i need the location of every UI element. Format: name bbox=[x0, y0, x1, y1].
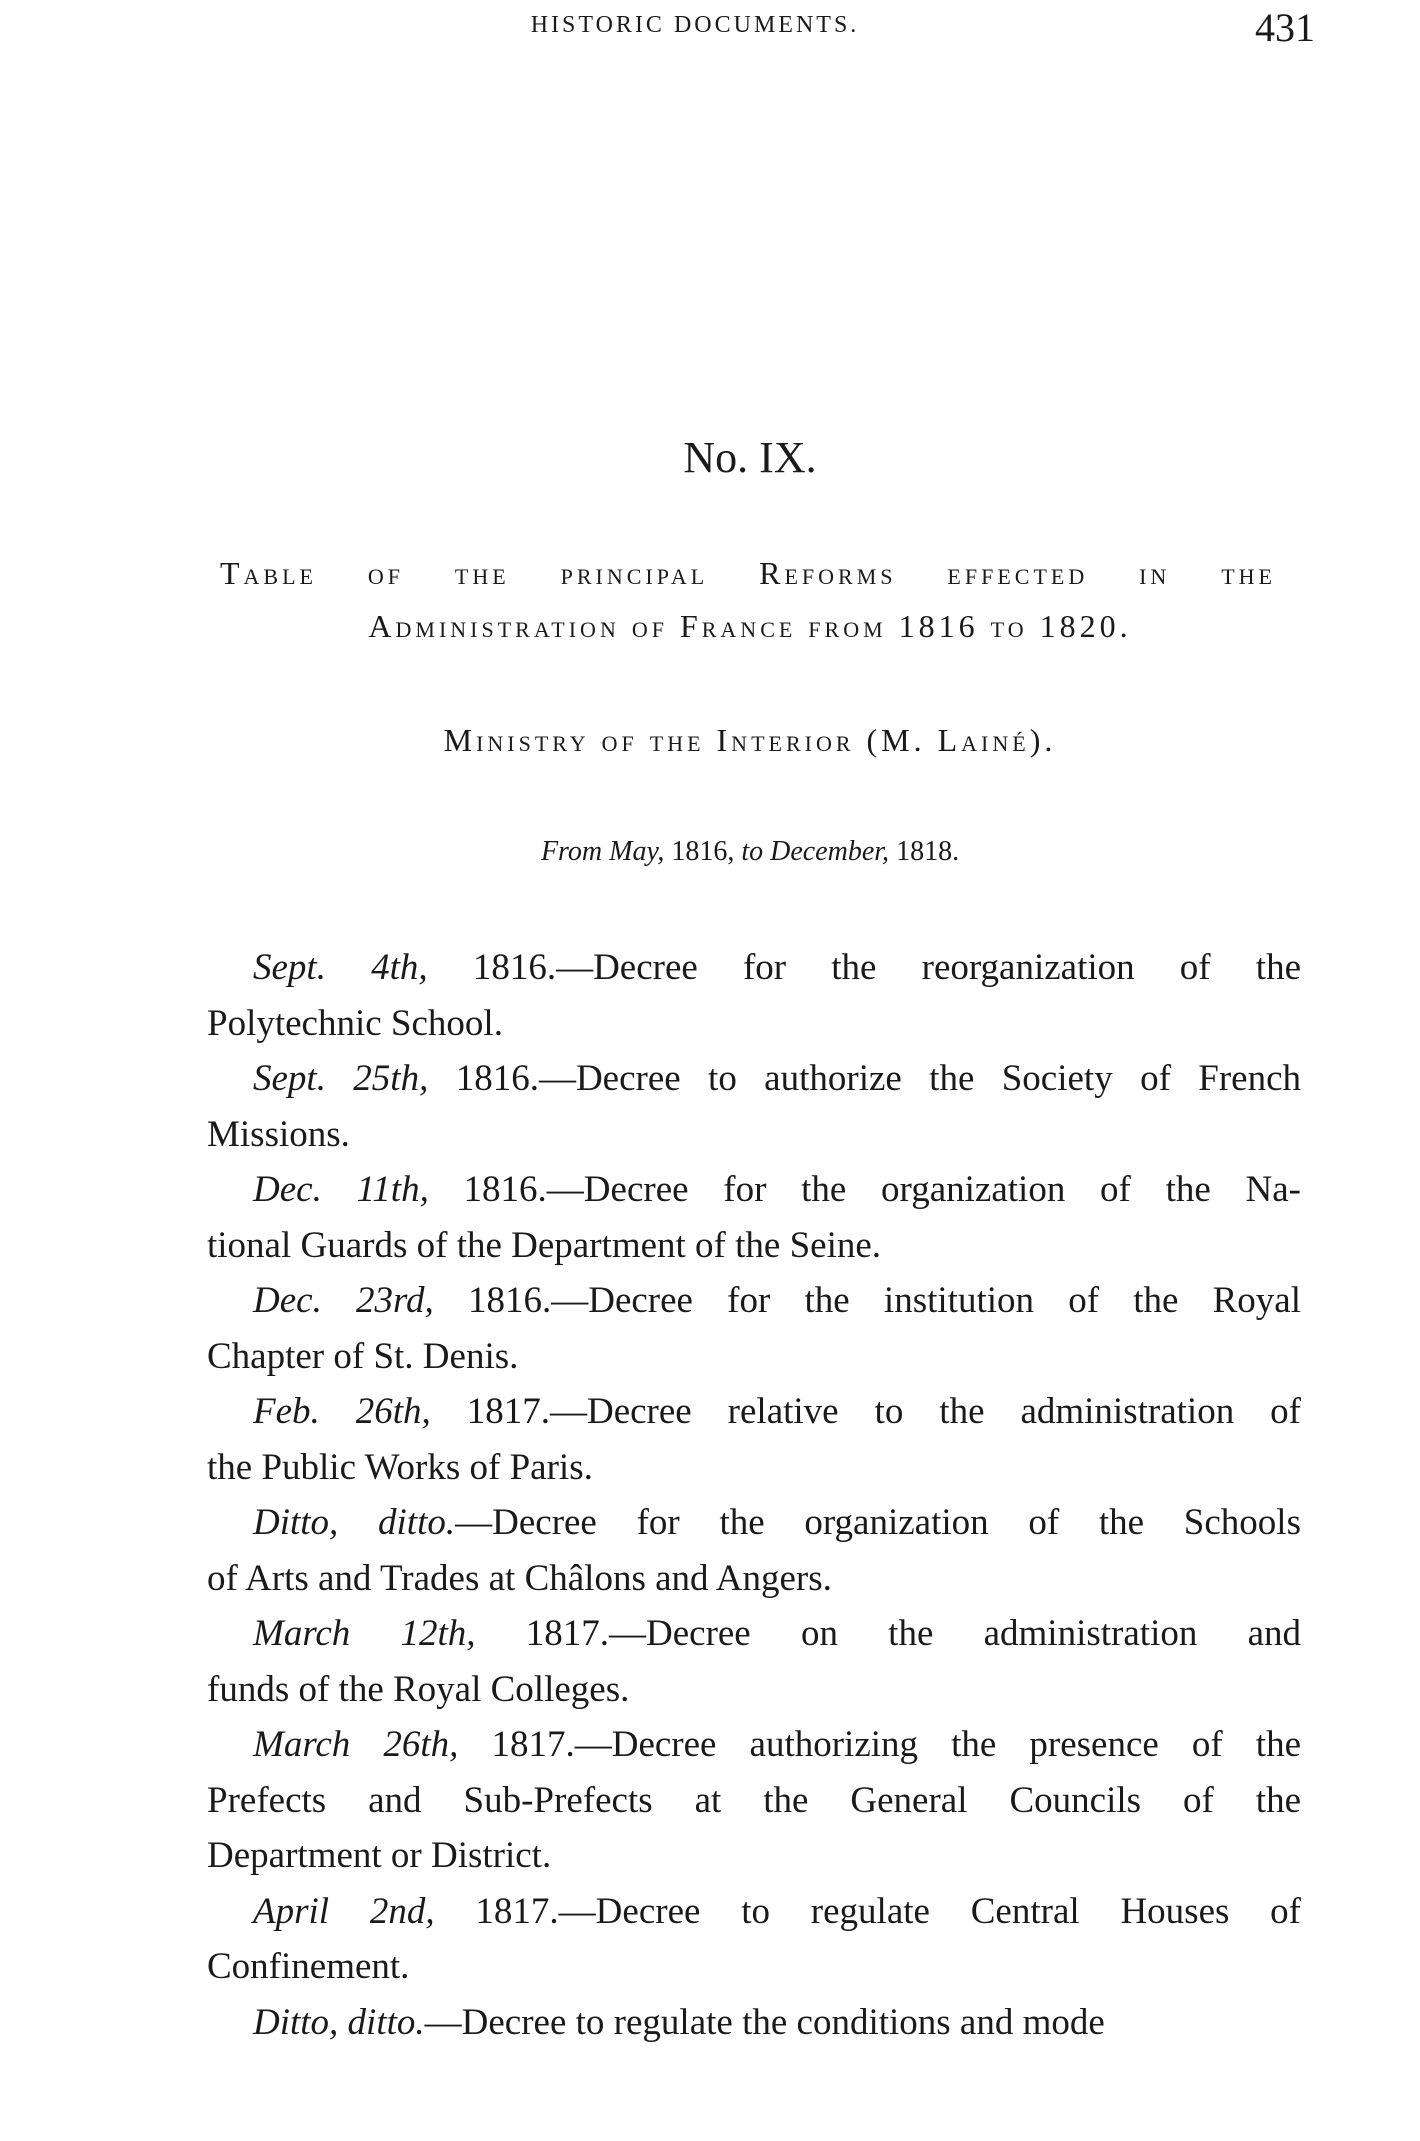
entry-text: 1817.—Decree on the administration and bbox=[475, 1613, 1301, 1654]
table-title-line-2: Administration of France from 1816 to 1820. bbox=[368, 608, 1132, 644]
entry-text: 1817.—Decree authorizing the presence of the bbox=[458, 1724, 1301, 1765]
entry-text: Prefects and Sub-Prefects at the General Councils of the bbox=[207, 1779, 1301, 1821]
entry-first-line bbox=[207, 1606, 1301, 1662]
table-title-line-1: Table of the principal Reforms effected in the bbox=[220, 555, 1276, 591]
reforms-list bbox=[207, 940, 1301, 2050]
entry-text: Department or District. bbox=[207, 1835, 552, 1876]
period-year-start: 1816, bbox=[664, 836, 742, 867]
running-title: HISTORIC DOCUMENTS. bbox=[530, 12, 860, 38]
entry-first-line bbox=[207, 1884, 1301, 1940]
entry-continuation-line bbox=[207, 996, 1301, 1052]
entry-text: —Decree for the organization of the Schools bbox=[455, 1502, 1301, 1543]
entry-text: 1816.—Decree for the institution of the Royal bbox=[433, 1280, 1301, 1321]
entry-text: tional Guards of the Department of the Seine. bbox=[207, 1224, 882, 1266]
entry-text: 1816.—Decree for the reorganization of the bbox=[427, 947, 1301, 988]
entry-continuation-line bbox=[207, 1662, 1301, 1718]
entry-continuation-line bbox=[207, 1329, 1301, 1385]
entry-text: Confinement. bbox=[207, 1946, 410, 1987]
entry-date: Feb. 26th, bbox=[253, 1391, 431, 1432]
entry-date: Dec. 23rd, bbox=[253, 1280, 434, 1321]
entry-text: Missions. bbox=[207, 1113, 350, 1155]
entry-date: March 26th, bbox=[253, 1724, 459, 1765]
entry-continuation-line bbox=[207, 1939, 1301, 1995]
entry-text: of Arts and Trades at Châlons and Angers. bbox=[207, 1557, 832, 1599]
entry-date: March 12th, bbox=[253, 1613, 476, 1654]
entry-first-line bbox=[207, 1051, 1301, 1107]
entry-first-line bbox=[207, 1384, 1301, 1440]
entry-first-line bbox=[207, 1495, 1301, 1551]
entry-text: 1816.—Decree to authorize the Society of French bbox=[428, 1058, 1301, 1099]
period-year-end: 1818. bbox=[889, 836, 960, 867]
entry-text: 1817.—Decree relative to the administration of bbox=[430, 1391, 1301, 1432]
entry-continuation-line bbox=[207, 1551, 1301, 1607]
entry-text: Polytechnic School. bbox=[207, 1002, 503, 1044]
entry-text: 1816.—Decree for the organization of the Na- bbox=[428, 1169, 1301, 1210]
period-from: From May, bbox=[540, 836, 665, 867]
entry-first-line bbox=[207, 1162, 1301, 1218]
entry-text: Chapter of St. Denis. bbox=[207, 1335, 519, 1377]
entry-continuation-line bbox=[207, 1107, 1301, 1163]
entry-text: 1817.—Decree to regulate Central Houses of bbox=[434, 1890, 1302, 1932]
entry-date: Dec. 11th, bbox=[253, 1169, 429, 1210]
entry-text: —Decree to regulate the conditions and mode bbox=[424, 2001, 1105, 2043]
entry-continuation-line bbox=[207, 1773, 1301, 1829]
entry-first-line bbox=[207, 940, 1301, 996]
running-header bbox=[0, 12, 1420, 39]
ministry-heading: Ministry of the Interior (M. Lainé). bbox=[443, 722, 1057, 758]
entry-date: Ditto, ditto. bbox=[253, 2001, 425, 2043]
entry-text: funds of the Royal Colleges. bbox=[207, 1668, 630, 1710]
entry-text: the Public Works of Paris. bbox=[207, 1446, 593, 1488]
entry-continuation-line bbox=[207, 1828, 1301, 1884]
period-to: to December, bbox=[741, 836, 890, 867]
entry-continuation-line bbox=[207, 1218, 1301, 1274]
entry-first-line bbox=[207, 1273, 1301, 1329]
entry-date: Sept. 4th, bbox=[253, 947, 428, 988]
entry-date: Sept. 25th, bbox=[253, 1058, 429, 1099]
page-number: 431 bbox=[1255, 5, 1315, 50]
entry-date: Ditto, ditto. bbox=[253, 1502, 456, 1543]
entry-first-line bbox=[207, 1717, 1301, 1773]
period-line bbox=[0, 836, 1420, 868]
entry-date: April 2nd, bbox=[253, 1890, 435, 1932]
entry-continuation-line bbox=[207, 1440, 1301, 1496]
document-number: No. IX. bbox=[683, 433, 817, 482]
entry-first-line bbox=[207, 1995, 1301, 2051]
